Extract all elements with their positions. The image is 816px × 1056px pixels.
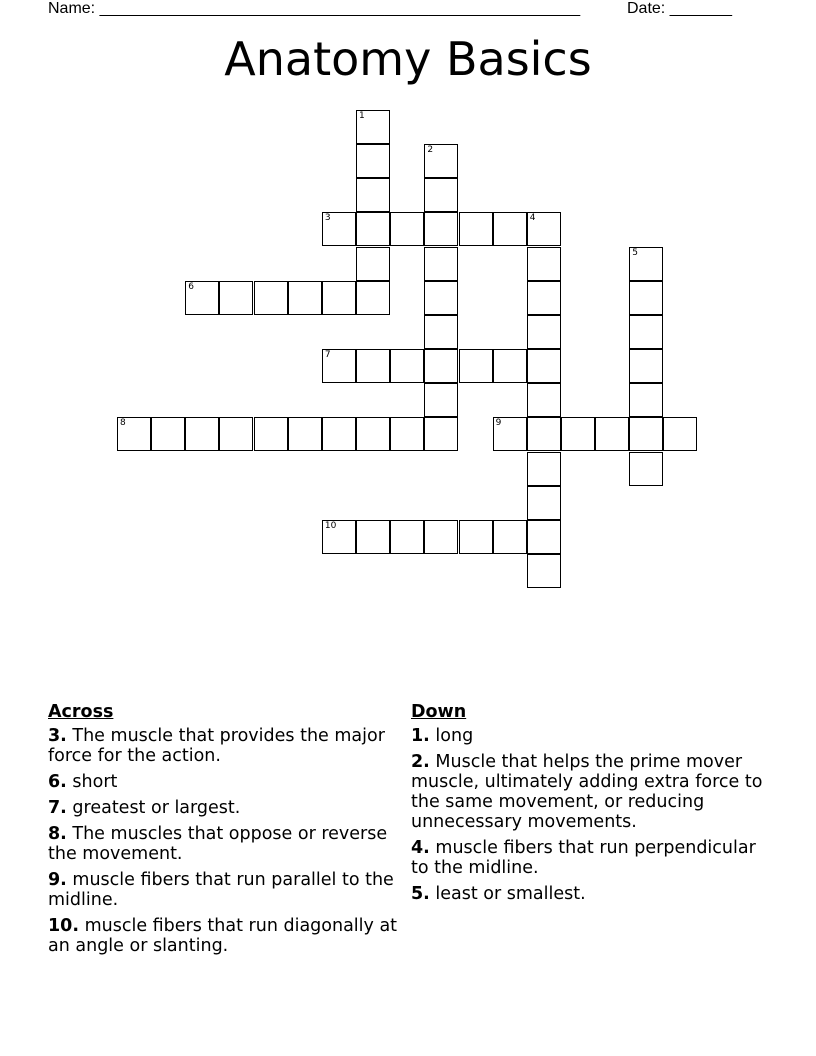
clue-item-text: long	[435, 726, 474, 746]
grid-cell[interactable]	[527, 247, 561, 281]
grid-cell[interactable]	[424, 417, 458, 451]
grid-cell[interactable]	[629, 452, 663, 486]
grid-cell[interactable]	[185, 281, 219, 315]
grid-cell[interactable]	[322, 417, 356, 451]
clue-item-number: 9.	[48, 870, 67, 890]
grid-cell[interactable]	[322, 212, 356, 246]
grid-cell[interactable]	[424, 383, 458, 417]
grid-cell[interactable]	[322, 520, 356, 554]
grid-cell[interactable]	[424, 144, 458, 178]
grid-cell[interactable]	[254, 417, 288, 451]
down-heading: Down	[411, 702, 467, 722]
grid-cell[interactable]	[356, 144, 390, 178]
grid-cell[interactable]	[527, 486, 561, 520]
grid-cell[interactable]	[493, 417, 527, 451]
grid-cell[interactable]	[424, 349, 458, 383]
clue-item-text: greatest or largest.	[72, 798, 241, 818]
grid-cell[interactable]	[185, 417, 219, 451]
grid-cell[interactable]	[459, 349, 493, 383]
clue-item-number: 6.	[48, 772, 67, 792]
clue-item-number: 4.	[411, 838, 430, 858]
grid-cell[interactable]	[424, 247, 458, 281]
clue-item-number: 10.	[48, 916, 80, 936]
grid-cell[interactable]	[527, 349, 561, 383]
grid-cell[interactable]	[459, 520, 493, 554]
grid-cell[interactable]	[390, 417, 424, 451]
grid-cell[interactable]	[527, 383, 561, 417]
grid-cell[interactable]	[356, 349, 390, 383]
clue-item	[411, 838, 776, 878]
grid-cell[interactable]	[424, 315, 458, 349]
grid-cell[interactable]	[356, 281, 390, 315]
clue-item-text: muscle fibers that run diagonally at an angle or slanting.	[48, 916, 398, 956]
clue-item	[411, 726, 776, 746]
date-field-label: Date: _______	[627, 0, 732, 17]
grid-cell[interactable]	[527, 452, 561, 486]
grid-cell[interactable]	[629, 315, 663, 349]
clue-number: 8	[120, 418, 126, 429]
page-title: Anatomy Basics	[224, 32, 592, 86]
clue-item-text: Muscle that helps the prime mover muscle, ultimately adding extra force to the same movement, or reducing unnecessary movements.	[411, 752, 763, 832]
grid-cell[interactable]	[595, 417, 629, 451]
grid-cell[interactable]	[356, 110, 390, 144]
clue-number: 4	[529, 213, 536, 224]
clue-item-text: The muscle that provides the major force for the action.	[48, 726, 385, 766]
clue-number: 2	[427, 145, 434, 156]
grid-cell[interactable]	[356, 247, 390, 281]
grid-cell[interactable]	[356, 520, 390, 554]
grid-cell[interactable]	[254, 281, 288, 315]
grid-cell[interactable]	[390, 520, 424, 554]
grid-cell[interactable]	[322, 281, 356, 315]
grid-cell[interactable]	[424, 520, 458, 554]
grid-cell[interactable]	[219, 281, 253, 315]
grid-cell[interactable]	[151, 417, 185, 451]
clue-item	[48, 870, 398, 910]
grid-cell[interactable]	[356, 212, 390, 246]
grid-cell[interactable]	[527, 554, 561, 588]
clue-item	[411, 752, 776, 832]
grid-cell[interactable]	[527, 281, 561, 315]
grid-cell[interactable]	[117, 417, 151, 451]
grid-cell[interactable]	[424, 178, 458, 212]
grid-cell[interactable]	[424, 212, 458, 246]
clue-number: 7	[324, 350, 331, 361]
grid-cell[interactable]	[629, 247, 663, 281]
grid-cell[interactable]	[390, 349, 424, 383]
clue-number: 6	[188, 281, 195, 292]
grid-cell[interactable]	[493, 520, 527, 554]
clue-item-text: muscle fibers that run perpendicular to the midline.	[411, 838, 756, 878]
across-heading: Across	[48, 702, 114, 722]
down-clue-list	[411, 726, 776, 904]
grid-cell[interactable]	[527, 520, 561, 554]
grid-cell[interactable]	[322, 349, 356, 383]
grid-cell[interactable]	[527, 315, 561, 349]
clue-item-text: short	[72, 772, 118, 792]
clue-item	[411, 884, 776, 904]
grid-cell[interactable]	[424, 281, 458, 315]
grid-cell[interactable]	[356, 178, 390, 212]
clue-number: 5	[632, 247, 638, 258]
clue-item-number: 3.	[48, 726, 67, 746]
grid-cell[interactable]	[219, 417, 253, 451]
grid-cell[interactable]	[527, 212, 561, 246]
clue-item	[48, 916, 398, 956]
grid-cell[interactable]	[527, 417, 561, 451]
grid-cell[interactable]	[663, 417, 697, 451]
clue-item	[48, 798, 398, 818]
clue-item-number: 7.	[48, 798, 67, 818]
grid-cell[interactable]	[390, 212, 424, 246]
clue-number: 9	[495, 418, 502, 429]
clue-item-number: 2.	[411, 752, 430, 772]
down-clues	[411, 702, 776, 910]
grid-cell[interactable]	[629, 281, 663, 315]
clue-number: 10	[324, 520, 337, 531]
clue-number: 3	[324, 213, 331, 224]
grid-cell[interactable]	[629, 349, 663, 383]
grid-cell[interactable]	[459, 212, 493, 246]
name-field-label: Name: ______________________________________________________	[48, 0, 581, 17]
across-clue-list	[48, 726, 398, 956]
clue-item	[48, 824, 398, 864]
clue-item-number: 1.	[411, 726, 430, 746]
clue-item-text: muscle fibers that run parallel to the midline.	[48, 870, 394, 910]
across-clues	[48, 702, 398, 962]
clue-item-number: 8.	[48, 824, 67, 844]
clue-item-text: The muscles that oppose or reverse the movement.	[48, 824, 388, 864]
grid-cell[interactable]	[493, 349, 527, 383]
grid-cell[interactable]	[288, 281, 322, 315]
grid-cell[interactable]	[493, 212, 527, 246]
grid-cell[interactable]	[561, 417, 595, 451]
grid-cell[interactable]	[629, 417, 663, 451]
clue-number: 1	[359, 111, 365, 121]
clue-item-number: 5.	[411, 884, 430, 904]
grid-cell[interactable]	[629, 383, 663, 417]
grid-cell[interactable]	[356, 417, 390, 451]
clue-item	[48, 726, 398, 766]
clue-item-text: least or smallest.	[435, 884, 586, 904]
grid-cell[interactable]	[288, 417, 322, 451]
clue-item	[48, 772, 398, 792]
